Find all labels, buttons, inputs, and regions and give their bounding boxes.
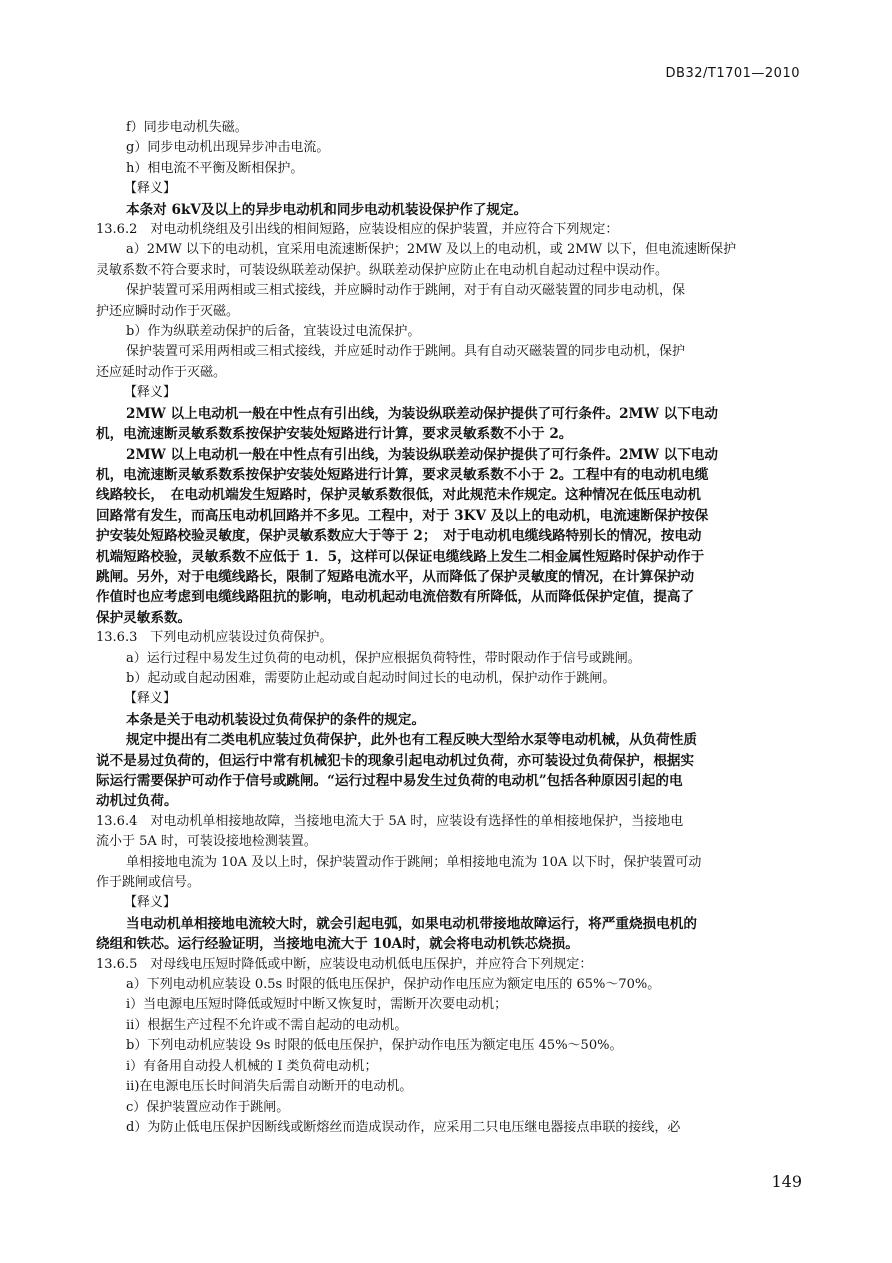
text-line: 保护装置可采用两相或三相式接线，并应瞬时动作于跳闸，对于有自动灭磁装置的同步电动机，保 xyxy=(126,283,686,299)
text-line: 还应延时动作于灭磁。 xyxy=(96,364,227,380)
text-line: 单相接地电流为 10A 及以上时，保护装置动作于跳闸；单相接地电流为 10A 以下时，保护装置可动 xyxy=(126,854,702,870)
text-line: 规定中提出有二类电机应装过负荷保护，此外也有工程反映大型给水泵等电动机械，从负荷性质 xyxy=(126,732,697,749)
explanation-heading: 【释义】 xyxy=(124,385,177,401)
text-line: 回路常有发生，而高压电动机回路并不多见。工程中，对于 3KV 及以上的电动机，电流速断保护按保 xyxy=(96,507,709,524)
text-line: 13.6.4 对电动机单相接地故障，当接地电流大于 5A 时，应装设有选择性的单相接地保护，当接地电 xyxy=(96,813,684,829)
explanation-heading: 【释义】 xyxy=(124,181,177,197)
text-line: i）有备用自动投人机械的 I 类负荷电动机； xyxy=(126,1058,378,1074)
text-line: 2MW 以上电动机一般在中性点有引出线，为装设纵联差动保护提供了可行条件。2MW 以下电动 xyxy=(126,446,718,463)
text-line: 作值时也应考虑到电缆线路阻抗的影响，电动机起动电流倍数有所降低，从而降低保护定值，提高了 xyxy=(96,589,695,606)
text-line: c）保护装置应动作于跳闸。 xyxy=(126,1099,290,1115)
text-line: 线路较长， 在电动机端发生短路时，保护灵敏系数很低，对此规范未作规定。这种情况在低压电动机 xyxy=(96,487,701,504)
page-body xyxy=(96,118,802,1138)
text-line: h）相电流不平衡及断相保护。 xyxy=(126,160,304,176)
text-line: 灵敏系数不符合要求时，可装设纵联差动保护。纵联差动保护应防止在电动机自起动过程中误动作。 xyxy=(96,262,669,278)
text-line: ii）根据生产过程不允许或不需自起动的电动机。 xyxy=(126,1017,408,1033)
page-number: 149 xyxy=(771,1172,802,1191)
text-line: 作于跳闸或信号。 xyxy=(96,875,201,891)
text-line: b）起动或自起动困难，需要防止起动或自起动时间过长的电动机，保护动作于跳闸。 xyxy=(126,670,616,686)
text-line: 2MW 以上电动机一般在中性点有引出线，为装设纵联差动保护提供了可行条件。2MW 以下电动 xyxy=(126,405,718,422)
text-line: 13.6.5 对母线电压短时降低或中断，应装设电动机低电压保护，并应符合下列规定： xyxy=(96,956,593,972)
text-line: 际运行需要保护可动作于信号或跳闸。“运行过程中易发生过负荷的电动机”包括各种原因引起的电 xyxy=(96,773,683,789)
text-line: 绕组和铁芯。运行经验证明，当接地电流大于 10A时，就会将电动机铁芯烧损。 xyxy=(96,936,579,953)
text-line: g）同步电动机出现异步冲击电流。 xyxy=(126,140,330,156)
text-line: 本条是关于电动机装设过负荷保护的条件的规定。 xyxy=(126,711,426,728)
text-line: a）下列电动机应装设 0.5s 时限的低电压保护，保护动作电压应为额定电压的 65%～70%。 xyxy=(126,977,661,993)
text-line: 当电动机单相接地电流较大时，就会引起电弧，如果电动机带接地故障运行，将严重烧损电机的 xyxy=(126,915,697,932)
text-line: 13.6.3 下列电动机应装设过负荷保护。 xyxy=(96,630,333,646)
text-line: ii)在电源电压长时间消失后需自动断开的电动机。 xyxy=(126,1079,413,1095)
text-line: a）运行过程中易发生过负荷的电动机，保护应根据负荷特性，带时限动作于信号或跳闸。 xyxy=(126,650,641,666)
text-line: d）为防止低电压保护因断线或断熔丝而造成误动作，应采用二只电压继电器接点串联的接线，必 xyxy=(126,1119,681,1135)
explanation-heading: 【释义】 xyxy=(124,895,177,911)
text-line: b）作为纵联差动保护的后备，宜装设过电流保护。 xyxy=(126,324,421,340)
text-line: f）同步电动机失磁。 xyxy=(126,120,248,135)
text-line: i）当电源电压短时降低或短时中断又恢复时，需断开次要电动机； xyxy=(126,997,508,1013)
text-line: 说不是易过负荷的，但运行中常有机械犯卡的现象引起电动机过负荷，亦可装设过负荷保护，根据实 xyxy=(96,752,695,769)
explanation-heading: 【释义】 xyxy=(124,691,177,707)
text-line: 保护装置可采用两相或三相式接线，并应延时动作于跳闸。具有自动灭磁装置的同步电动机，保护 xyxy=(126,344,686,360)
text-line: 机，电流速断灵敏系数系按保护安装处短路进行计算，要求灵敏系数不小于 2。工程中有的电动机电缆 xyxy=(96,466,709,483)
text-line: 机端短路校验，灵敏系数不应低于 1．5，这样可以保证电缆线路上发生二相金属性短路时保护动作于 xyxy=(96,548,705,565)
document-code: DB32/T1701—2010 xyxy=(665,66,800,81)
text-line: 跳闸。另外，对于电缆线路长，限制了短路电流水平，从而降低了保护灵敏度的情况，在计算保护动 xyxy=(96,568,695,585)
text-line: a）2MW 以下的电动机，宜采用电流速断保护；2MW 及以上的电动机，或 2MW 以下，但电流速断保护 xyxy=(126,242,737,258)
text-line: 保护灵敏系数。 xyxy=(96,609,192,626)
text-line: 动机过负荷。 xyxy=(96,793,178,810)
text-line: 13.6.2 对电动机绕组及引出线的相间短路，应装设相应的保护装置，并应符合下列规定： xyxy=(96,222,619,238)
text-line: 护还应瞬时动作于灭磁。 xyxy=(96,303,240,319)
text-line: 机，电流速断灵敏系数系按保护安装处短路进行计算，要求灵敏系数不小于 2。 xyxy=(96,426,573,443)
text-line: 护安装处短路校验灵敏度，保护灵敏系数应大于等于 2； 对于电动机电缆线路特别长的情况，按电动 xyxy=(96,528,702,545)
text-line: 本条对 6kV及以上的异步电动机和同步电动机装设保护作了规定。 xyxy=(126,201,528,218)
text-line: 流小于 5A 时，可装设接地检测装置。 xyxy=(96,834,317,850)
text-line: b）下列电动机应装设 9s 时限的低电压保护，保护动作电压为额定电压 45%～50%。 xyxy=(126,1038,623,1054)
